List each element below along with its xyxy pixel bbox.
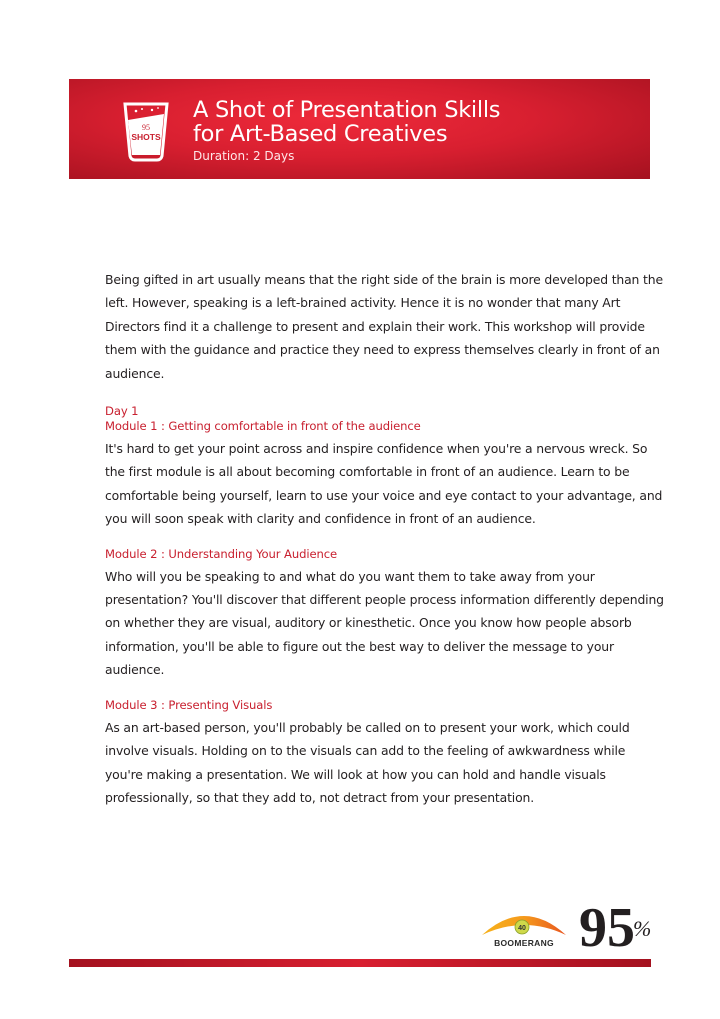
svg-text:95: 95 xyxy=(142,123,150,132)
footer-bar xyxy=(69,959,651,967)
module-heading: Module 2 : Understanding Your Audience xyxy=(105,546,338,561)
boomerang-wordmark: BOOMERANG xyxy=(494,938,554,948)
svg-text:SHOTS: SHOTS xyxy=(131,132,161,142)
document-body xyxy=(105,268,665,809)
duration-label: Duration: 2 Days xyxy=(193,149,295,163)
module-heading: Module 3 : Presenting Visuals xyxy=(105,697,273,712)
svg-text:40: 40 xyxy=(518,925,526,932)
intro-paragraph: Being gifted in art usually means that the right side of the brain is more developed than the left. However, speaking is a left-brained activity. Hence it is no wonder that many Art Directors find it a challenge to present and explain their work. This workshop will provide them with the guidance and practice they need to express themselves clearly in front of an audience. xyxy=(105,272,663,381)
module-heading: Module 1 : Getting comfortable in front of the audience xyxy=(105,419,421,434)
page-title-line-2: for Art-Based Creatives xyxy=(193,121,448,147)
module-body: It's hard to get your point across and inspire confidence when you're a nervous wreck. So the first module is all about becoming comfortable in front of an audience. Learn to be comfortable being yourself, learn to use your voice and eye contact to your advantage, and you will soon speak with clarity and confidence in front of an audience. xyxy=(105,441,663,527)
shot-glass-logo-icon xyxy=(122,98,170,162)
day-label: Day 1 xyxy=(105,404,139,419)
module-body: As an art-based person, you'll probably be called on to present your work, which could involve visuals. Holding on to the visuals can add to the feeling of awkwardness while you're making a presentation. We will look at how you can hold and handle visuals professionally, so that they add to, not detract from your presentation. xyxy=(105,719,630,805)
page-title-line-1: A Shot of Presentation Skills xyxy=(193,97,501,123)
svg-text:%: % xyxy=(633,916,652,941)
module-body: Who will you be speaking to and what do you want them to take away from your presentation? You'll discover that different people process information differently depending on whether they are visual, auditory or kinesthetic. Once you know how people absorb information, you'll be able to figure out the best way to deliver the message to your audience. xyxy=(105,568,664,678)
ninety-five-percent-logo-icon xyxy=(579,896,659,956)
header-banner xyxy=(69,79,650,179)
svg-text:95: 95 xyxy=(579,897,635,956)
